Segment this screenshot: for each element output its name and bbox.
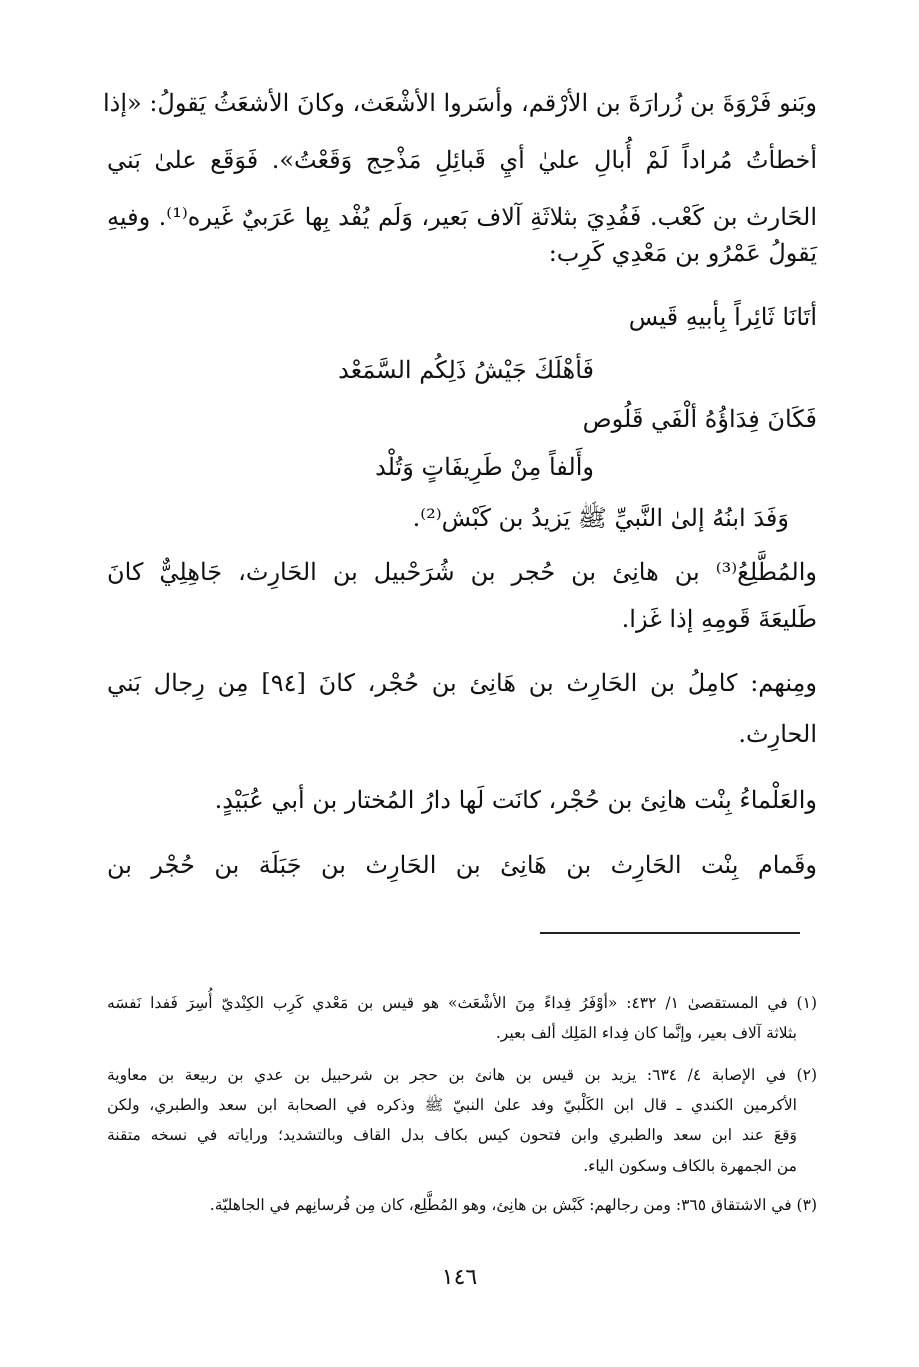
paragraph-qamam: وقَمام بِنْت الحَارِث بن هَانِئ بن الحَارِث بن جَبَلَة بن حُجْر بن — [107, 851, 818, 879]
footnote-1-line-2: بثلاثة آلاف بعير، وإنَّما كان فِداء المَلِك ألف بعير. — [495, 1024, 797, 1042]
verse-3: فَكَانَ فِدَاؤُهُ ألْفَي قَلُوص — [582, 405, 817, 433]
footnote-2-line-3: وَقعَ عند ابن سعد والطبري وابن فتحون كيس بكاف بدل القاف وبالتشديد؛ وراياته في نسخه متقنة — [107, 1126, 797, 1144]
body-line-1: وبَنو فَرْوَةَ بن زُرارَةَ بن الأرْقم، وأسَروا الأشْعَث، وكانَ الأشعَثُ يَقولُ: «إذا — [103, 89, 817, 117]
footnote-3: (٣) في الاشتقاق ٣٦٥: ومن رجالهم: كَبْش بن هانِئ، وهو المُطَّلِع، كان مِن فُرسانِهم في الجاهليّة. — [209, 1196, 817, 1214]
verse-1: أتَانَا ثَائِراً بِأبيهِ قَيس — [628, 303, 817, 331]
verse-2: فَأهْلَكَ جَيْشُ ذَلِكُم السَّمَعْد — [338, 356, 594, 384]
paragraph-mutalli-line-2: طَليعَةَ قَومِهِ إذا غَزا. — [621, 605, 817, 633]
paragraph-mutalli-line-1: والمُطَّلِعُ⁽³⁾ بن هانِئ بن حُجر بن شُرَحْبيل بن الحَارِث، جَاهِلِيٌّ كانَ — [107, 558, 817, 586]
body-line-2: أخطأتُ مُراداً لَمْ أُبالِ عليٰ أيِ قَبائِلِ مَذْحِج وَقَعْتُ». فَوَقَع علىٰ بَني — [107, 146, 817, 174]
footnote-2-line-1: (٢) في الإصابة ٤/ ٦٣٤: يزيد بن قيس بن هانئ بن حجر بن شرحبيل بن عدي بن ربيعة بن معاوية — [107, 1066, 817, 1084]
body-line-4: يَقولُ عَمْرُو بن مَعْدِي كَرِب: — [548, 239, 817, 267]
footnote-2-line-2: الأكرمين الكندي ـ قال ابن الكَلْبيّ وفد علىٰ النبيّ ﷺ وذكره في الصحابة ابن سعد والطبري، ولكن — [107, 1096, 797, 1114]
footnote-separator — [540, 932, 800, 934]
paragraph-kamil-line-1: ومِنهم: كامِلُ بن الحَارِث بن هَانِئ بن حُجْر، كانَ [٩٤] مِن رِجال بَني — [107, 669, 818, 697]
paragraph-envoy: وَفَدَ ابنُهُ إلىٰ النَّبيِّ ﷺ يَزيدُ بن كَبْش⁽²⁾. — [412, 504, 789, 532]
body-line-3: الحَارث بن كَعْب. فَفُدِيَ بثلاثَةِ آلاف بَعير، وَلَم يُفْد بِها عَرَبيٌ غَيره⁽¹⁾. وفيهِ — [107, 203, 818, 231]
paragraph-kamil-line-2: الحارِث. — [738, 720, 817, 748]
page-number: ١٤٦ — [441, 1265, 478, 1290]
verse-4: وأَلفاً مِنْ طَرِيفَاتٍ وَتُلْد — [375, 453, 594, 481]
footnote-1-line-1: (١) في المستقصىٰ ١/ ٤٣٢: «أوْفَرُ فِداءً مِنَ الأشْعَث» هو قيس بن مَعْدي كَرِب الكِنْديّ أُسِرَ فَفدا نَفسَه — [107, 994, 817, 1012]
footnote-2-line-4: من الجمهرة بالكاف وسكون الياء. — [583, 1157, 797, 1175]
paragraph-alalma: والعَلْماءُ بِنْت هانِئ بن حُجْر، كانَت لَها دارُ المُختار بن أبي عُبَيْدٍ. — [214, 786, 817, 814]
